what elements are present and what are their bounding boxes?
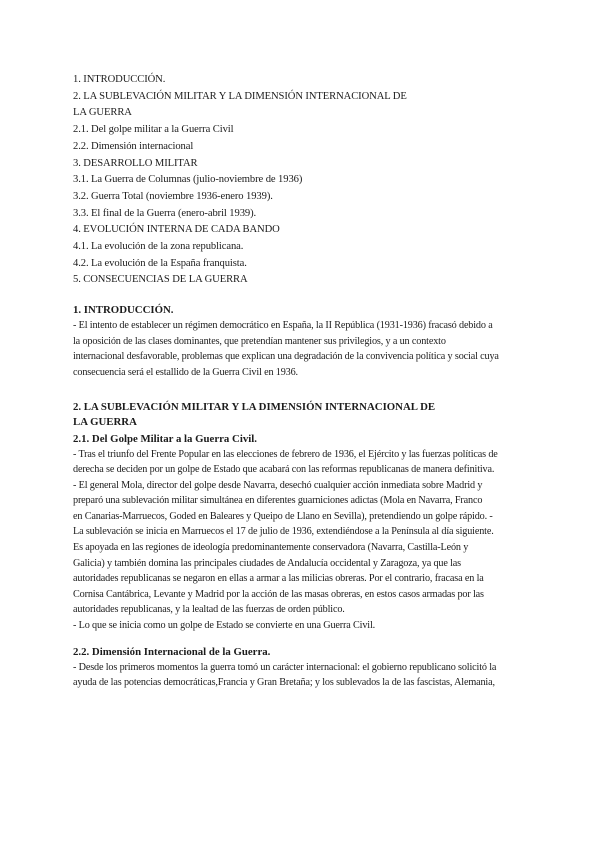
paragraph-line: autoridades republicanas, y la lealtad de las fuerzas de orden público. [73,604,345,616]
paragraph-line: - Tras el triunfo del Frente Popular en las elecciones de febrero de 1936, el Ejército y las fuerzas políticas de [73,448,498,460]
toc-entry: LA GUERRA [73,107,132,119]
section2-heading-line2: LA GUERRA [73,415,137,428]
subsection-2-2-paragraph [73,660,533,691]
paragraph-line: - Lo que se inicia como un golpe de Estado se convierte en una Guerra Civil. [73,620,376,632]
paragraph-line: - Desde los primeros momentos la guerra tomó un carácter internacional: el gobierno republicano solicitó la [73,661,497,673]
toc-entry: 5. CONSECUENCIAS DE LA GUERRA [73,274,248,286]
paragraph-line: en Canarias-Marruecos, Goded en Baleares y Queipo de Llano en Sevilla), pretendiendo un golpe rápido. - [73,510,493,522]
toc-entry: 4. EVOLUCIÓN INTERNA DE CADA BANDO [73,224,280,236]
toc-entry: 2. LA SUBLEVACIÓN MILITAR Y LA DIMENSIÓN INTERNACIONAL DE [73,90,407,102]
subsection-2-1-heading: 2.1. Del Golpe Militar a la Guerra Civil. [73,432,257,445]
toc-entry: 4.2. La evolución de la España franquista. [73,257,247,269]
paragraph-line: autoridades republicanas se negaron en ellas a armar a las milicias obreras. Por el contrario, fracasa en la [73,573,484,585]
toc-entry: 3.1. La Guerra de Columnas (julio-noviembre de 1936) [73,174,303,186]
paragraph-line: La sublevación se inicia en Marruecos el 17 de julio de 1936, extendiéndose a la Península al día siguiente. [73,526,494,538]
paragraph-line: preparó una sublevación militar simultánea en diferentes guarniciones adictas (Mola en Navarra, Franco [73,495,483,507]
toc-entry: 3.2. Guerra Total (noviembre 1936-enero 1939). [73,190,273,202]
toc-entry: 2.2. Dimensión internacional [73,140,194,152]
toc-entry: 4.1. La evolución de la zona republicana. [73,241,244,253]
section2-heading-line1: 2. LA SUBLEVACIÓN MILITAR Y LA DIMENSIÓN INTERNACIONAL DE [73,400,436,413]
intro-paragraph [73,318,533,380]
paragraph-line: la oposición de las clases dominantes, que pretendían mantener sus privilegios, y a un contexto [73,335,446,347]
section2-heading [73,400,533,430]
toc-entry: 2.1. Del golpe militar a la Guerra Civil [73,124,234,136]
paragraph-line: internacional desfavorable, problemas que explican una degradación de la convivencia política y social cuya [73,351,499,363]
subsection-2-1-paragraph [73,447,533,634]
paragraph-line: derecha se deciden por un golpe de Estado que acabará con las reformas republicanas de manera definitiva. [73,464,495,476]
document-page [73,72,533,691]
paragraph-line: Cornisa Cantábrica, Levante y Madrid por la acción de las masas obreras, en estos casos armadas por las [73,588,484,600]
paragraph-line: consecuencia será el estallido de la Guerra Civil en 1936. [73,366,298,378]
paragraph-line: ayuda de las potencias democráticas,Francia y Gran Bretaña; y los sublevados la de las fascistas, Alemania, [73,677,495,689]
toc-entry: 3.3. El final de la Guerra (enero-abril 1939). [73,207,257,219]
paragraph-line: Es apoyada en las regiones de ideología predominantemente conservadora (Navarra, Castilla-León y [73,542,469,554]
intro-heading: 1. INTRODUCCIÓN. [73,304,174,317]
toc-entry: 1. INTRODUCCIÓN. [73,74,166,85]
paragraph-line: - El intento de establecer un régimen democrático en España, la II República (1931-1936) fracasó debido a [73,320,493,332]
paragraph-line: Galicia) y también domina las principales ciudades de Andalucía occidental y Zaragoza, ya que las [73,557,461,569]
paragraph-line: - El general Mola, director del golpe desde Navarra, desechó cualquier acción inmediata sobre Madrid y [73,479,483,491]
table-of-contents [73,72,533,289]
toc-entry: 3. DESARROLLO MILITAR [73,157,198,169]
subsection-2-2-heading: 2.2. Dimensión Internacional de la Guerra. [73,645,271,658]
